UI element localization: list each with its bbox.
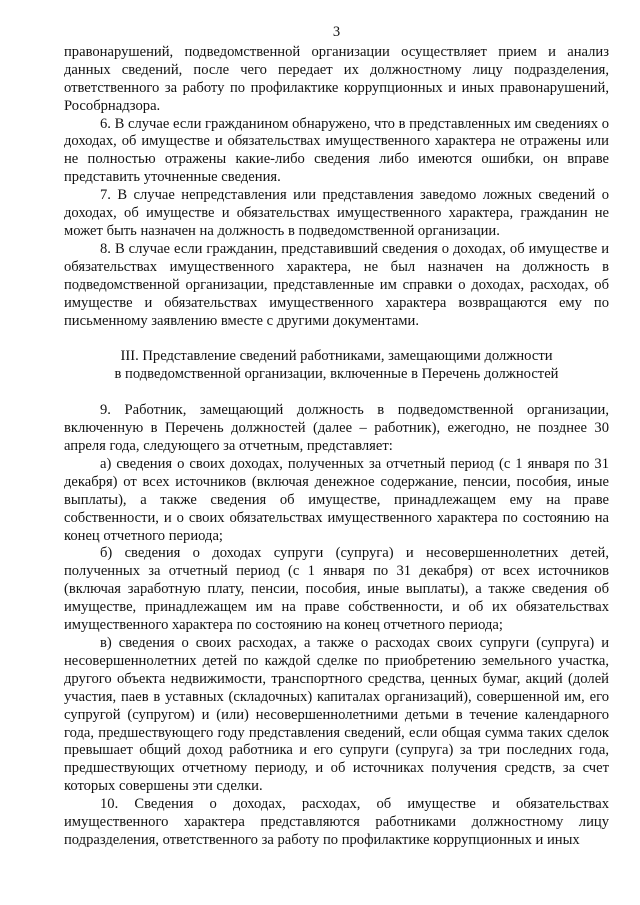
section-heading: [64, 348, 609, 384]
paragraph-9: 9. Работник, замещающий должность в подведомственной организации, включенную в Перечень должностей (далее – работник), ежегодно, не позднее 30 апреля года, следующего за отчетным, представляет:: [64, 402, 609, 455]
paragraph-continuation: правонарушений, подведомственной организации осуществляет прием и анализ данных сведений, после чего передает их должностному лицу подразделения, ответственного за работу по профилактике коррупционных и иных правонарушений, Рособрнадзора.: [64, 43, 609, 114]
section-heading-line-2: в подведомственной организации, включенные в Перечень должностей: [114, 366, 559, 383]
paragraph-6: 6. В случае если гражданином обнаружено, что в представленных им сведениях о доходах, об имуществе и обязательствах имущественного характера не отражены или не полностью отражены какие-либо сведения либо имеются ошибки, он вправе представить уточненные сведения.: [64, 115, 610, 186]
paragraph-9v: в) сведения о своих расходах, а также о расходах своих супруги (супруга) и несовершеннолетних детей по каждой сделке по приобретению земельного участка, другого объекта недвижимости, транспортного средства, ценных бумаг, акций (долей участия, паев в уставных (складочных) капиталах организаций), совершенной им, его супругой (супругом) и (или) несовершеннолетними детьми в течение календарного года, предшествующего году представления сведений, если общая сумма таких сделок превышает общий доход работника и его супруги (супруга) за три последних года, предшествующих отчетному периоду, и об источниках получения средств, за счет которых совершены эти сделки.: [64, 635, 609, 795]
paragraphs-bottom: [64, 402, 609, 850]
paragraph-8: 8. В случае если гражданин, представивший сведения о доходах, об имуществе и обязательствах имущественного характера, не был назначен на должность в подведомственной организации, представленные им справки о доходах, расходах, об имуществе и обязательствах имущественного характера возвращаются ему по письменному заявлению вместе с другими документами.: [64, 240, 609, 329]
paragraph-7: 7. В случае непредставления или представления заведомо ложных сведений о доходах, об имуществе и обязательствах имущественного характера, гражданин не может быть назначен на должность в подведомственной организации.: [64, 187, 609, 239]
document-page: [64, 24, 609, 850]
paragraph-9b: б) сведения о доходах супруги (супруга) и несовершеннолетних детей, полученных за отчетный период (с 1 января по 31 декабря) от всех источников (включая заработную плату, пенсии, пособия, иные выплаты), а также сведения об имуществе, принадлежащем им на праве собственности, и об их обязательствах имущественного характера по состоянию на конец отчетного периода;: [64, 545, 609, 634]
paragraph-9a: а) сведения о своих доходах, полученных за отчетный период (с 1 января по 31 декабря) от всех источников (включая денежное содержание, пенсии, пособия, иные выплаты), а также сведения об имуществе, принадлежащем ему на праве собственности, и о своих обязательствах имущественного характера по состоянию на конец отчетного периода;: [64, 455, 609, 544]
page-number: 3: [332, 24, 341, 40]
paragraphs-top: [64, 44, 609, 331]
paragraph-10: 10. Сведения о доходах, расходах, об имуществе и обязательствах имущественного характера представляются работниками должностному лицу подразделения, ответственного за работу по профилактике коррупционных и иных: [64, 796, 609, 848]
section-heading-line-1: III. Представление сведений работниками, замещающими должности: [120, 348, 553, 365]
